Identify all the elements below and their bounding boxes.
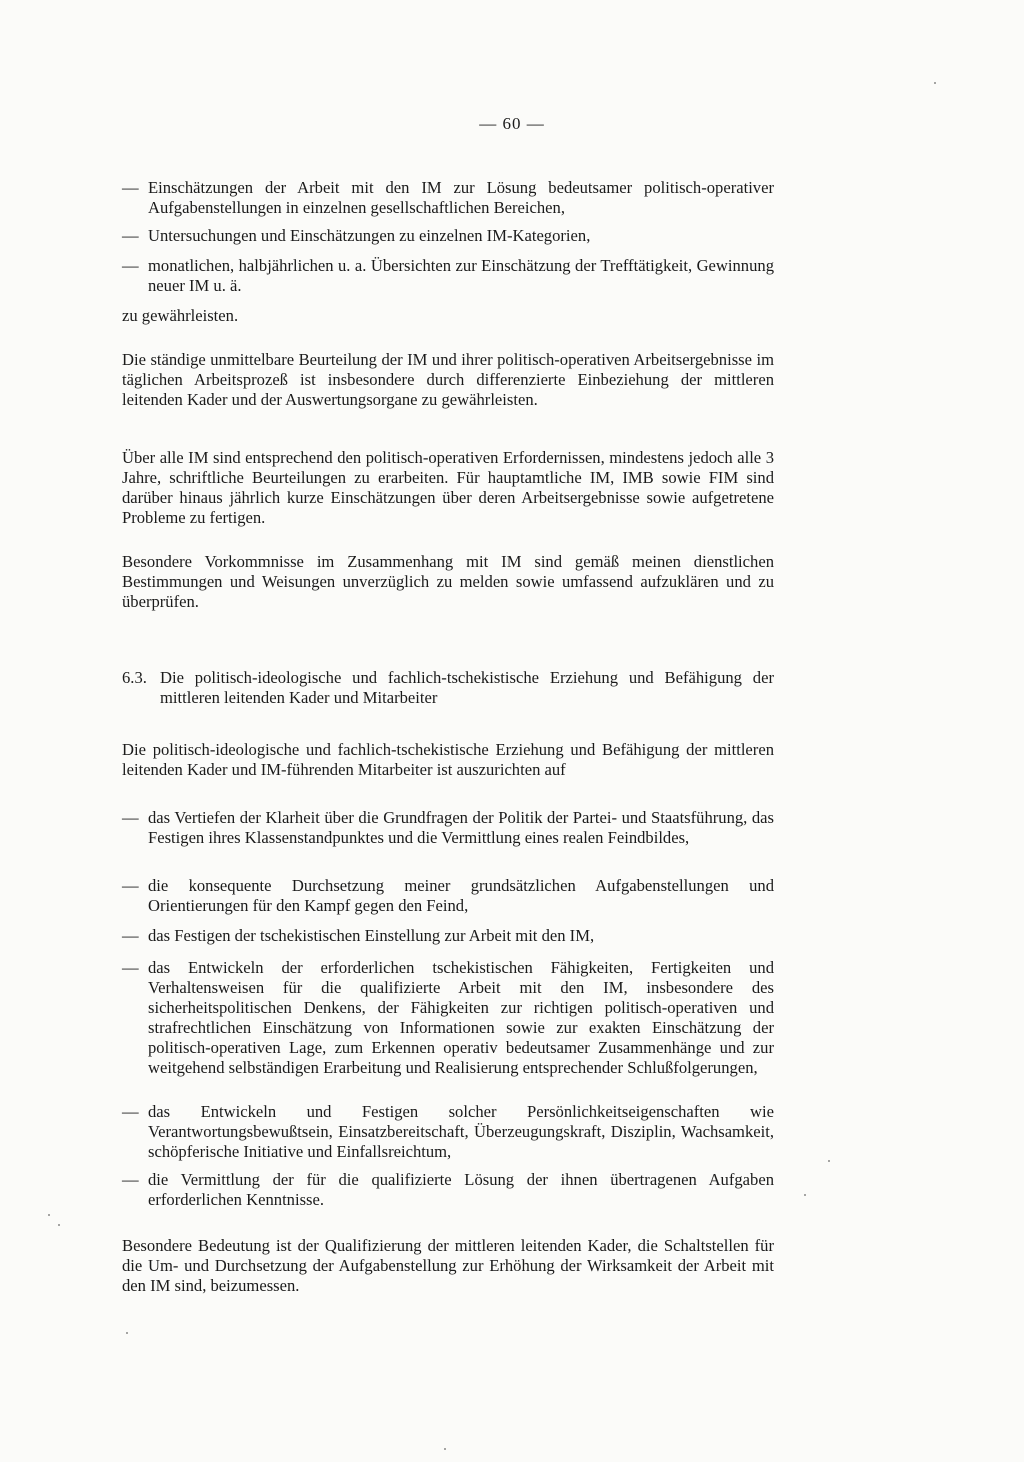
closing-line [122,306,774,326]
bullet-dash: — [122,808,139,827]
bullet-dash: — [122,178,139,197]
scan-speck [804,1194,806,1196]
paragraph-block [122,350,774,410]
section-number: 6.3. [122,668,147,687]
bullet-dash: — [122,926,139,945]
list-item [122,178,774,218]
section-intro [122,740,774,780]
paragraph: Besondere Vorkommnisse im Zusammenhang mit IM sind gemäß meinen dienstlichen Bestimmungen und Weisungen unverzüglich zu melden sowie umfassend aufzuklären und zu überprüfen. [122,552,774,611]
bullet-dash: — [122,1102,139,1121]
bullet-dash: — [122,256,139,275]
list-item [122,256,774,296]
paragraph-block [122,552,774,612]
page-number: — 60 — [479,114,545,133]
list-item-text: die konsequente Durchsetzung meiner grundsätzlichen Aufgabenstellungen und Orientierungen für den Kampf gegen den Feind, [148,876,774,915]
list-item [122,226,774,246]
scan-speck [48,1214,50,1216]
scan-speck [58,1224,60,1226]
scan-speck [828,1160,830,1162]
paragraph: Über alle IM sind entsprechend den politisch-operativen Erfordernissen, mindestens jedoch alle 3 Jahre, schriftliche Beurteilungen zu erarbeiten. Für hauptamtliche IM, IMB sowie FIM sind darüber hinaus jährlich kurze Einschätzungen über deren Arbeitsergebnisse sowie aufgetretene Probleme zu fertigen. [122,448,774,527]
list-item-text: Untersuchungen und Einschätzungen zu einzelnen IM-Kategorien, [148,226,591,245]
list-item-text: das Entwickeln und Festigen solcher Persönlichkeitseigenschaften wie Verantwortungsbewußtsein, Einsatzbereitschaft, Überzeugungskraft, Disziplin, Wachsamkeit, schöpferische Initiative und Einfallsreichtum, [148,1102,774,1161]
scan-speck [934,82,936,84]
scan-speck [126,1332,128,1334]
bullet-dash: — [122,226,139,245]
paragraph: Die ständige unmittelbare Beurteilung der IM und ihrer politisch-operativen Arbeitsergebnisse im täglichen Arbeitsprozeß ist insbesondere durch differenzierte Einbeziehung der mittleren leitenden Kader und der Auswertungsorgane zu gewährleisten. [122,350,774,409]
list-item-text: monatlichen, halbjährlichen u. a. Übersichten zur Einschätzung der Trefftätigkeit, Gewinnung neuer IM u. ä. [148,256,774,295]
list-item-text: das Festigen der tschekistischen Einstellung zur Arbeit mit den IM, [148,926,595,945]
bullet-dash: — [122,958,139,977]
paragraph: Die politisch-ideologische und fachlich-tschekistische Erziehung und Befähigung der mittleren leitenden Kader und IM-führenden Mitarbeiter ist auszurichten auf [122,740,774,779]
section-title: Die politisch-ideologische und fachlich-tschekistische Erziehung und Befähigung der mittleren leitenden Kader und Mitarbeiter [160,668,774,707]
list-item-text: das Vertiefen der Klarheit über die Grundfragen der Politik der Partei- und Staatsführung, das Festigen ihres Klassenstandpunktes und die Vermittlung eines realen Feindbildes, [148,808,774,847]
list-item-text: die Vermittlung der für die qualifizierte Lösung der ihnen übertragenen Aufgaben erforderlichen Kenntnisse. [148,1170,774,1209]
list-item [122,926,774,946]
list-item [122,1170,774,1210]
bullet-dash: — [122,1170,139,1189]
list-item [122,808,774,848]
list-item-text: Einschätzungen der Arbeit mit den IM zur Lösung bedeutsamer politisch-operativer Aufgabenstellungen in einzelnen gesellschaftlichen Bereichen, [148,178,774,217]
scan-speck [444,1448,446,1450]
list-item [122,958,774,1078]
list-item [122,1102,774,1162]
paragraph: Besondere Bedeutung ist der Qualifizierung der mittleren leitenden Kader, die Schaltstellen für die Um- und Durchsetzung der Aufgabenstellung zur Erhöhung der Wirksamkeit der Arbeit mit den IM sind, beizumessen. [122,1236,774,1295]
list-item [122,876,774,916]
bullet-dash: — [122,876,139,895]
paragraph: zu gewährleisten. [122,306,239,325]
final-paragraph [122,1236,774,1296]
section-heading [122,668,774,708]
list-item-text: das Entwickeln der erforderlichen tschekistischen Fähigkeiten, Fertigkeiten und Verhaltensweisen für die qualifizierte Arbeit mit den IM, insbesondere des sicherheitspolitischen Denkens, der Fähigkeiten zur richtigen politisch-operativen und strafrechtlichen Einschätzung von Informationen sowie zur exakten Einschätzung der politisch-operativen Lage, zum Erkennen operativ bedeutsamer Zusammenhänge und zur weitgehend selbständigen Erarbeitung und Realisierung entsprechender Schlußfolgerungen, [148,958,774,1077]
paragraph-block [122,448,774,528]
